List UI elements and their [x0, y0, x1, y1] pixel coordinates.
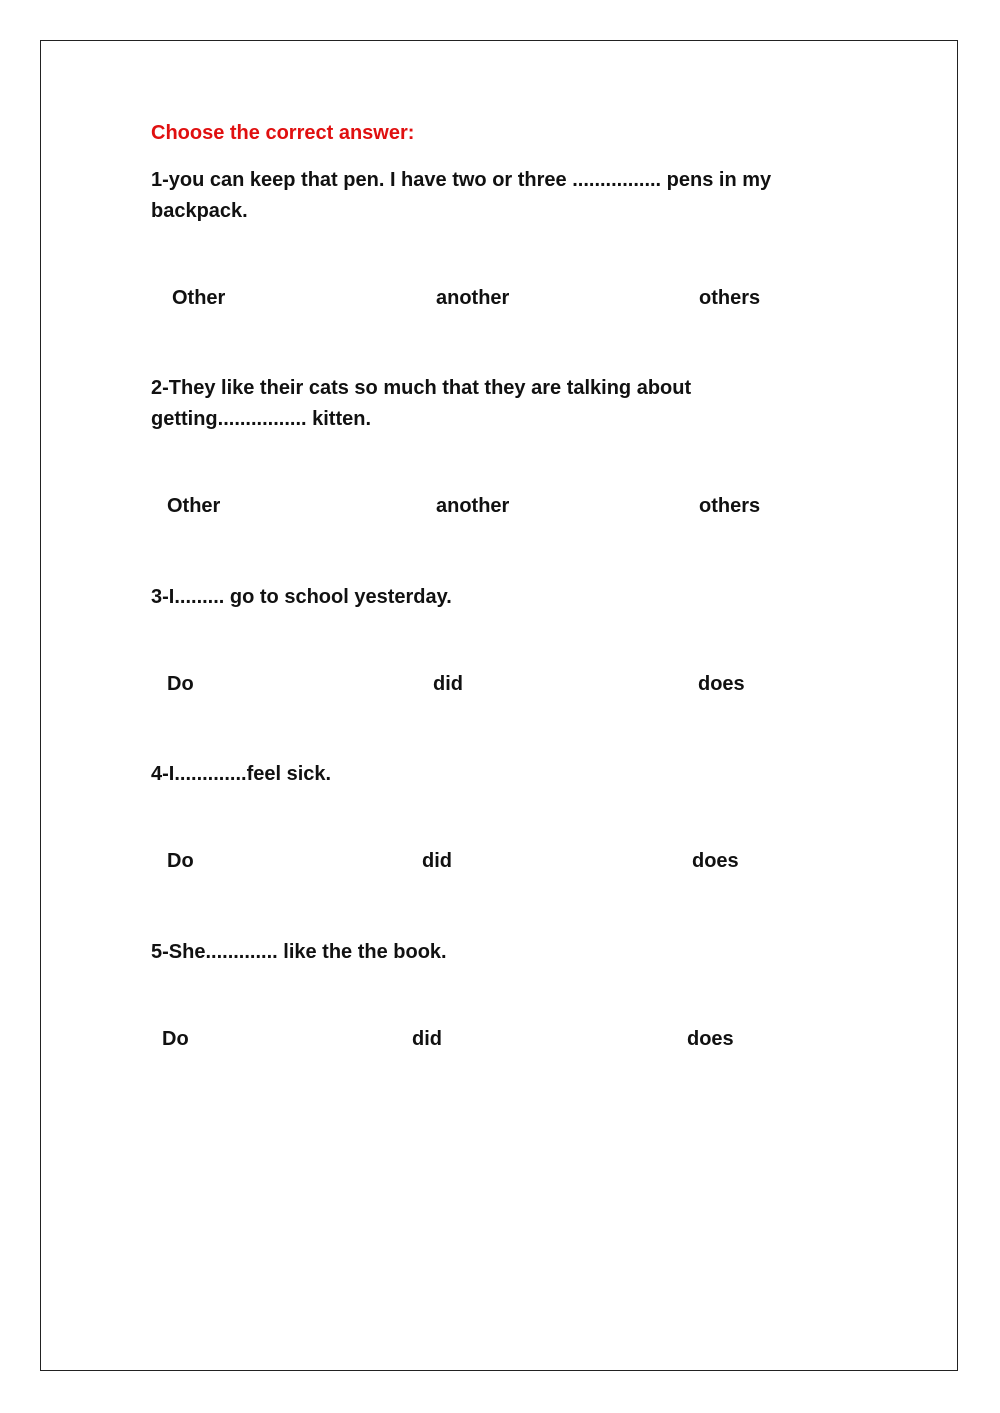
question-4-option-a[interactable]: Do	[167, 850, 194, 872]
question-5-option-a[interactable]: Do	[162, 1028, 189, 1050]
question-4	[151, 759, 831, 790]
question-1-option-a[interactable]: Other	[172, 287, 226, 309]
question-3-option-b[interactable]: did	[433, 673, 463, 695]
question-5	[151, 937, 831, 968]
question-3	[151, 582, 831, 613]
question-2-option-a[interactable]: Other	[167, 495, 221, 517]
question-4-line-1: 4-I.............feel sick.	[151, 763, 332, 785]
question-1-line-2: backpack.	[151, 200, 248, 222]
question-4-option-c[interactable]: does	[692, 850, 739, 872]
question-1-line-1: 1-you can keep that pen. I have two or three ................ pens in my	[151, 169, 772, 191]
question-5-line-1: 5-She............. like the the book.	[151, 941, 447, 963]
question-2-option-c[interactable]: others	[699, 495, 761, 517]
question-5-option-c[interactable]: does	[687, 1028, 734, 1050]
question-1	[151, 165, 831, 227]
question-1-option-b[interactable]: another	[436, 287, 510, 309]
question-2-line-2: getting................ kitten.	[151, 408, 372, 430]
question-4-option-b[interactable]: did	[422, 850, 452, 872]
question-1-option-c[interactable]: others	[699, 287, 761, 309]
question-5-option-b[interactable]: did	[412, 1028, 442, 1050]
question-3-option-a[interactable]: Do	[167, 673, 194, 695]
question-2-option-b[interactable]: another	[436, 495, 510, 517]
question-3-line-1: 3-I......... go to school yesterday.	[151, 586, 452, 608]
page-border	[40, 40, 958, 1371]
worksheet-heading: Choose the correct answer:	[151, 122, 415, 144]
question-2-line-1: 2-They like their cats so much that they are talking about	[151, 377, 692, 399]
question-3-option-c[interactable]: does	[698, 673, 745, 695]
question-2	[151, 373, 831, 435]
